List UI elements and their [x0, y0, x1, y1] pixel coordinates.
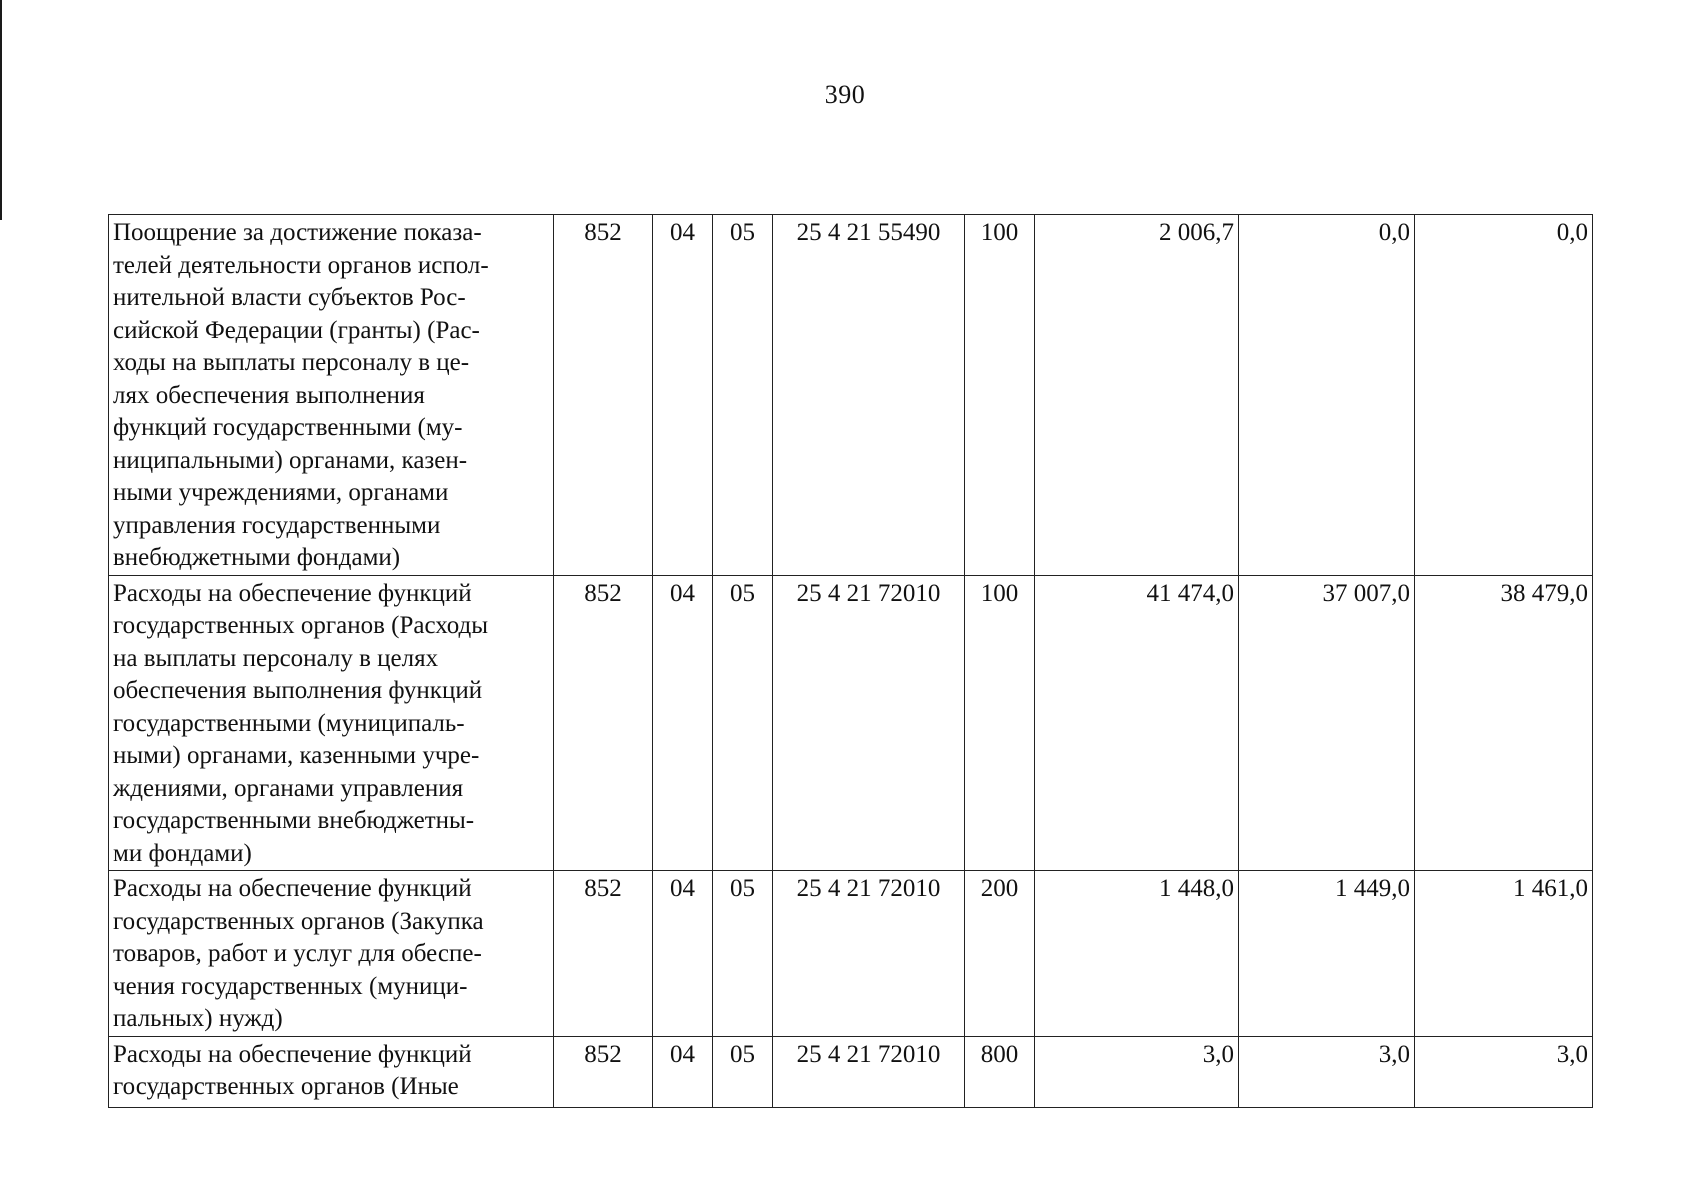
text-line: ниципальными) органами, казен-: [113, 446, 468, 474]
table-row: [109, 215, 1593, 576]
expense-type-cell: 800: [965, 1036, 1035, 1107]
target-article-cell: 25 4 21 72010: [773, 575, 965, 871]
budget-table: [108, 214, 1593, 1108]
expense-name-cell: [109, 1036, 554, 1107]
text-line: управления государственными: [113, 511, 441, 539]
expense-type-cell: 100: [965, 215, 1035, 576]
expense-name-cell: [109, 871, 554, 1037]
section-code-cell: 04: [653, 871, 713, 1037]
amount-year3-cell: 1 461,0: [1415, 871, 1593, 1037]
text-line: товаров, работ и услуг для обеспе-: [113, 940, 482, 967]
table-row: [109, 575, 1593, 871]
text-line: на выплаты персоналу в целях: [113, 644, 439, 672]
admin-code-cell: 852: [554, 575, 653, 871]
section-code-cell: 04: [653, 575, 713, 871]
text-line: Поощрение за достижение показа-: [113, 219, 482, 246]
text-line: ными учреждениями, органами: [113, 479, 449, 506]
amount-year1-cell: 41 474,0: [1035, 575, 1239, 871]
text-line: сийской Федерации (гранты) (Рас-: [113, 316, 480, 344]
expense-name-cell: [109, 575, 554, 871]
amount-year2-cell: 0,0: [1239, 215, 1415, 576]
amount-year2-cell: 3,0: [1239, 1036, 1415, 1107]
text-line: пальных) нужд): [113, 1005, 283, 1032]
page-number: 390: [824, 80, 866, 109]
subsection-code-cell: 05: [713, 1036, 773, 1107]
subsection-code-cell: 05: [713, 871, 773, 1037]
subsection-code-cell: 05: [713, 215, 773, 576]
amount-year3-cell: 38 479,0: [1415, 575, 1593, 871]
target-article-cell: 25 4 21 72010: [773, 1036, 965, 1107]
expense-name-cell: [109, 215, 554, 576]
text-line: ходы на выплаты персоналу в це-: [113, 349, 470, 376]
admin-code-cell: 852: [554, 871, 653, 1037]
text-line: нительной власти субъектов Рос-: [113, 284, 466, 311]
text-line: государственными (муниципаль-: [113, 709, 465, 737]
table-row: [109, 1036, 1593, 1107]
text-line: государственных органов (Закупка: [113, 907, 484, 935]
text-line: лях обеспечения выполнения: [113, 381, 425, 409]
text-line: Расходы на обеспечение функций: [113, 1040, 472, 1068]
expense-type-cell: 200: [965, 871, 1035, 1037]
amount-year2-cell: 37 007,0: [1239, 575, 1415, 871]
text-line: ными) органами, казенными учре-: [113, 742, 480, 769]
text-line: обеспечения выполнения функций: [113, 677, 483, 704]
text-line: ми фондами): [113, 839, 252, 867]
amount-year3-cell: 0,0: [1415, 215, 1593, 576]
amount-year2-cell: 1 449,0: [1239, 871, 1415, 1037]
text-line: ждениями, органами управления: [113, 774, 464, 802]
text-line: телей деятельности органов испол-: [113, 251, 489, 279]
text-line: государственными внебюджетны-: [113, 807, 475, 834]
text-line: функций государственными (му-: [113, 414, 463, 441]
amount-year3-cell: 3,0: [1415, 1036, 1593, 1107]
section-code-cell: 04: [653, 1036, 713, 1107]
target-article-cell: 25 4 21 55490: [773, 215, 965, 576]
target-article-cell: 25 4 21 72010: [773, 871, 965, 1037]
text-line: государственных органов (Иные: [113, 1073, 459, 1100]
text-line: Расходы на обеспечение функций: [113, 875, 472, 902]
text-line: государственных органов (Расходы: [113, 612, 489, 639]
scan-edge-line: [0, 0, 2, 220]
amount-year1-cell: 1 448,0: [1035, 871, 1239, 1037]
admin-code-cell: 852: [554, 215, 653, 576]
amount-year1-cell: 2 006,7: [1035, 215, 1239, 576]
text-line: внебюджетными фондами): [113, 544, 401, 571]
section-code-cell: 04: [653, 215, 713, 576]
amount-year1-cell: 3,0: [1035, 1036, 1239, 1107]
text-line: чения государственных (муници-: [113, 972, 468, 1000]
admin-code-cell: 852: [554, 1036, 653, 1107]
table-row: [109, 871, 1593, 1037]
subsection-code-cell: 05: [713, 575, 773, 871]
text-line: Расходы на обеспечение функций: [113, 579, 472, 607]
expense-type-cell: 100: [965, 575, 1035, 871]
